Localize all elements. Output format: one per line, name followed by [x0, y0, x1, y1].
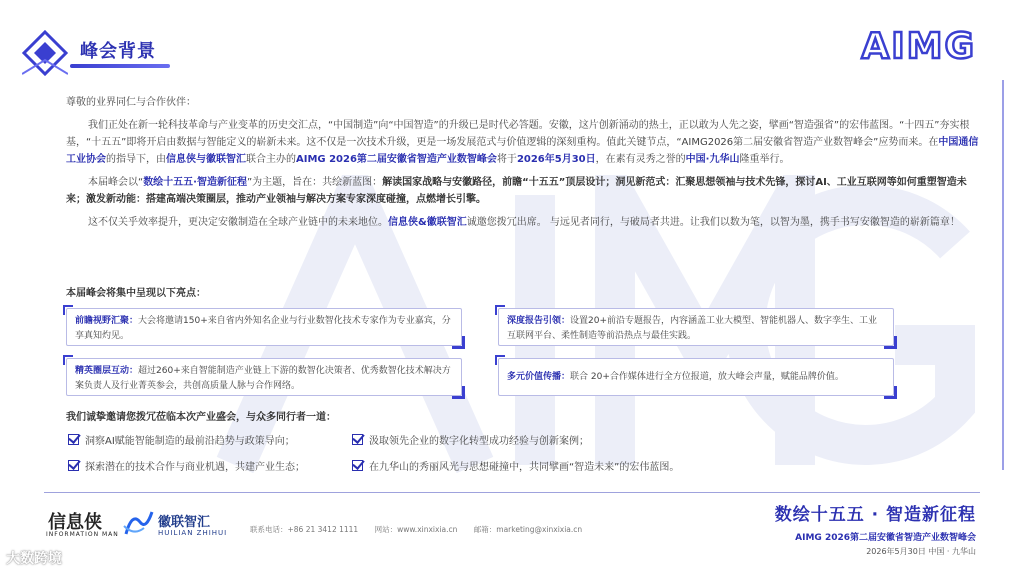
slogan: 数绘十五五 · 智造新征程 — [774, 505, 976, 525]
highlights-title: 本届峰会将集中呈现以下亮点： — [66, 288, 206, 299]
diamond-logo-icon — [22, 30, 68, 76]
xinxixia-logo-sub: INFORMATION MAN — [46, 531, 119, 538]
checkbox-checked-icon — [352, 460, 363, 471]
event-date-place: 2026年5月30日 中国 · 九华山 — [866, 547, 976, 556]
event-name: AIMG 2026第二届安徽省智造产业数智峰会 — [795, 533, 976, 543]
watermark-text: 大数跨境 — [6, 551, 62, 567]
footer-divider — [44, 492, 980, 493]
xinxixia-logo: 信息侠 — [48, 512, 102, 533]
contact-email[interactable]: 邮箱：marketing@xinxixia.cn — [473, 525, 583, 534]
frame-line — [1002, 80, 1004, 470]
aimg-brand-logo: AIMG — [861, 26, 976, 67]
intro-text — [66, 94, 986, 237]
contact-phone: 联系电话：+86 21 3412 1111 — [250, 525, 359, 534]
invite-title: 我们诚挚邀请您拨冗莅临本次产业盛会，与众多同行者一道： — [66, 412, 336, 423]
contact-info — [250, 524, 596, 535]
invite-item: 洞察AI赋能智能制造的最前沿趋势与政策导向； — [68, 432, 295, 447]
invite-item: 在九华山的秀丽风光与思想碰撞中，共同擘画“智造未来”的宏伟蓝图。 — [352, 458, 679, 473]
huilian-logo-sub: HUILIAN ZHIHUI — [158, 529, 228, 537]
highlight-box: 深度报告引领：设置20+前沿专题报告，内容涵盖工业大模型、智能机器人、数字孪生、工业互联网平台、柔性制造等前沿热点与最佳实践。 — [498, 308, 894, 346]
intro-paragraph-3: 这不仅关乎效率提升，更决定安徽制造在全球产业链中的未来地位。信息侠&徽联智汇诚邀您拨冗出席。 与远见者同行，与破局者共进。让我们以数为笔，以智为墨，携手书写安徽智造的崭新篇章！ — [88, 217, 960, 228]
invite-item: 汲取领先企业的数字化转型成功经验与创新案例； — [352, 432, 589, 447]
footer-logos — [40, 508, 240, 542]
greeting: 尊敬的业界同仁与合作伙伴： — [66, 97, 196, 108]
page-title: 峰会背景 — [80, 41, 156, 62]
header — [0, 0, 1024, 78]
intro-paragraph-2: 本届峰会以“数绘十五五·智造新征程”为主题，旨在：共绘新蓝图：解读国家战略与安徽路径，前瞻“十五五”顶层设计；洞见新范式：汇聚思想领袖与技术先锋，探讨AI、工业互联网等如何重塑智造未来；激发新动能：搭建高端决策圈层，推动产业领袖与解决方案专家深度碰撞，点燃增长引擎。 — [66, 177, 967, 205]
title-underline — [70, 64, 170, 68]
checkbox-checked-icon — [68, 434, 79, 445]
contact-website[interactable]: 网站：www.xinxixia.cn — [374, 525, 458, 534]
checkbox-checked-icon — [68, 460, 79, 471]
highlight-box: 多元价值传播：联合 20+合作媒体进行全方位报道，放大峰会声量，赋能品牌价值。 — [498, 358, 894, 396]
intro-paragraph-1: 我们正处在新一轮科技革命与产业变革的历史交汇点，“中国制造”向“中国智造”的升级已是时代必答题。安徽，这片创新涌动的热土，正以敢为人先之姿，擘画“智造强省”的宏伟蓝图。“十四五”夯实根基，“十五五”即将开启由数据与智能定义的崭新未来。这不仅是一次技术升级，更是一场发展范式与价值逻辑的深刻重构。值此关键节点，“AIMG2026第二届安徽省智造产业数智峰会”应势而来。在中国通信工业协会的指导下，由信息侠与徽联智汇联合主办的AIMG 2026第二届安徽省智造产业数智峰会将于2026年5月30日，在素有灵秀之誉的中国·九华山隆重举行。 — [66, 120, 979, 165]
huilian-logo: 徽联智汇 — [158, 515, 211, 530]
highlight-box: 精英圈层互动：超过260+来自智能制造产业链上下游的数智化决策者、优秀数智化技术解决方案负责人及行业菁英参会，共创高质量人脉与合作网络。 — [66, 358, 462, 396]
highlight-box: 前瞻视野汇聚：大会将邀请150+来自省内外知名企业与行业数智化技术专家作为专业嘉宾，分享真知灼见。 — [66, 308, 462, 346]
checkbox-checked-icon — [352, 434, 363, 445]
huilian-logo-icon — [122, 508, 156, 538]
invite-item: 探索潜在的技术合作与商业机遇，共建产业生态； — [68, 458, 305, 473]
